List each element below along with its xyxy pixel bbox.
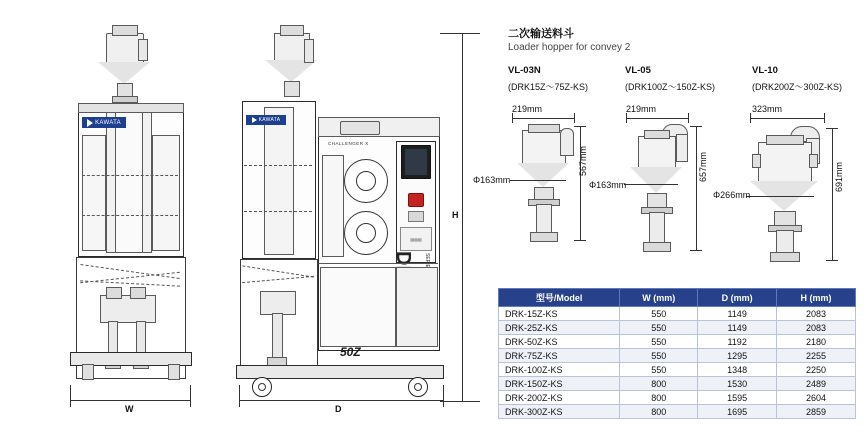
dim-d-tick-left bbox=[239, 385, 240, 407]
cell-model: DRK-150Z-KS bbox=[499, 377, 620, 391]
spec-table bbox=[498, 288, 856, 419]
cell-model: DRK-200Z-KS bbox=[499, 391, 620, 405]
section-title-cn: 二次输送料斗 bbox=[508, 28, 574, 40]
cell-h: 2489 bbox=[777, 377, 856, 391]
cabinet-divider-2 bbox=[82, 215, 178, 216]
cell-d: 1695 bbox=[698, 405, 777, 419]
machine-side-view bbox=[232, 25, 442, 415]
th-w: W (mm) bbox=[620, 289, 698, 307]
cell-w: 550 bbox=[620, 335, 698, 349]
loader-2-width-label: 219mm bbox=[626, 104, 657, 114]
cabinet-lower-left bbox=[320, 267, 396, 347]
cabinet-left-panel bbox=[82, 135, 106, 251]
loader-2-name: VL-05 bbox=[625, 65, 651, 76]
loader-3-diameter-label: Φ266mm bbox=[713, 190, 751, 200]
side-loader-pipe bbox=[304, 39, 314, 63]
loader-1-range: (DRK15Z～75Z-KS) bbox=[508, 82, 589, 92]
caster-left-hub bbox=[258, 383, 266, 391]
cell-h: 2859 bbox=[777, 405, 856, 419]
loader-2-diameter-label: Φ163mm bbox=[589, 180, 627, 190]
loader-3-width-line bbox=[750, 118, 824, 119]
table-row bbox=[499, 349, 856, 363]
loader-2-height-tick-b bbox=[690, 250, 702, 251]
model-badge-50z: 50Z bbox=[340, 345, 361, 359]
loader-2-dia-line bbox=[624, 184, 678, 185]
cell-w: 800 bbox=[620, 391, 698, 405]
hmi-screen-display bbox=[405, 149, 427, 175]
cell-model: DRK-75Z-KS bbox=[499, 349, 620, 363]
cell-w: 550 bbox=[620, 363, 698, 377]
caster-right-hub bbox=[414, 383, 422, 391]
blower-circle-inner-top bbox=[356, 171, 376, 191]
loader-2-height-line bbox=[696, 126, 697, 250]
th-d: D (mm) bbox=[698, 289, 777, 307]
cabinet-top-vent bbox=[340, 121, 380, 135]
th-model: 型号/Model bbox=[499, 289, 620, 307]
cabinet-right-panel bbox=[152, 135, 180, 251]
loader-2-width-tick-l bbox=[626, 113, 627, 123]
dim-h-tick-bottom bbox=[440, 401, 480, 402]
cell-d: 1530 bbox=[698, 377, 777, 391]
loader-3-range: (DRK200Z～300Z-KS) bbox=[752, 82, 843, 92]
loader-3-height-tick-t bbox=[826, 128, 838, 129]
loader-3-base bbox=[770, 252, 800, 262]
logo-triangle-icon-2 bbox=[252, 117, 257, 123]
table-row bbox=[499, 335, 856, 349]
cell-h: 2083 bbox=[777, 307, 856, 321]
emergency-stop-button[interactable] bbox=[408, 193, 424, 207]
loader-2-width-tick-r bbox=[688, 113, 689, 123]
loader-1-height-line bbox=[580, 126, 581, 240]
loader-1-dia-line bbox=[510, 180, 566, 181]
side-hopper-inner bbox=[264, 107, 294, 255]
loader-1-width-line bbox=[512, 118, 574, 119]
table-row bbox=[499, 363, 856, 377]
loader-2-width-line bbox=[626, 118, 688, 119]
cell-w: 800 bbox=[620, 377, 698, 391]
section-title-en: Loader hopper for convey 2 bbox=[508, 42, 631, 53]
loader-1-name: VL-03N bbox=[508, 65, 541, 76]
cell-d: 1595 bbox=[698, 391, 777, 405]
dim-d-tick-right bbox=[443, 385, 444, 407]
brand-logo-text-2: KAWATA bbox=[258, 117, 281, 123]
loader-3-dia-line bbox=[746, 196, 814, 197]
cabinet-top-rail bbox=[78, 103, 184, 113]
side-loader-cone bbox=[265, 60, 317, 82]
internal-duct bbox=[322, 155, 344, 257]
dim-w-tick-right bbox=[190, 385, 191, 407]
cell-h: 2604 bbox=[777, 391, 856, 405]
loader-2-cone bbox=[630, 167, 682, 193]
loader-3-height-line bbox=[832, 128, 833, 260]
cabinet-seam-1 bbox=[318, 263, 438, 264]
side-cabinet-divider-1 bbox=[244, 165, 312, 166]
loader-3-side-lug-right bbox=[809, 154, 818, 168]
loader-3-height-label: 691mm bbox=[834, 161, 844, 192]
cell-d: 1149 bbox=[698, 307, 777, 321]
table-row bbox=[499, 377, 856, 391]
loader-1-width-label: 219mm bbox=[512, 104, 543, 114]
table-row bbox=[499, 321, 856, 335]
loader-2-body bbox=[638, 136, 676, 170]
valve-body-2 bbox=[130, 287, 146, 299]
dim-w-tick-left bbox=[70, 385, 71, 407]
loader-1-diameter-label: Φ163mm bbox=[473, 175, 511, 185]
logo-triangle-icon bbox=[87, 119, 93, 127]
cell-model: DRK-50Z-KS bbox=[499, 335, 620, 349]
dim-w-label: W bbox=[125, 404, 134, 414]
panel-label-text: ▤▤▤ bbox=[410, 236, 422, 242]
cell-model: DRK-15Z-KS bbox=[499, 307, 620, 321]
loader-2-base bbox=[643, 242, 671, 252]
dim-d-line bbox=[239, 400, 443, 401]
hmi-screen[interactable] bbox=[401, 145, 431, 179]
loader-3-height-tick-b bbox=[826, 260, 838, 261]
valve-body-1 bbox=[106, 287, 122, 299]
loader-3-lid bbox=[766, 135, 804, 145]
side-loader-cap bbox=[280, 25, 304, 36]
loader-3-tube bbox=[776, 230, 794, 254]
side-loader-neck bbox=[284, 81, 300, 97]
loader-2-height-label: 657mm bbox=[698, 151, 708, 182]
loader-3-body bbox=[758, 142, 812, 184]
cabinet-lower-right bbox=[396, 267, 438, 347]
loader-2-elbow-down bbox=[676, 134, 688, 162]
loader-1-cone bbox=[517, 163, 569, 187]
cell-model: DRK-100Z-KS bbox=[499, 363, 620, 377]
cell-h: 2083 bbox=[777, 321, 856, 335]
brand-logo-text: KAWATA bbox=[95, 119, 121, 126]
loader-3-side-lug-left bbox=[752, 154, 761, 168]
loader-1-width-tick-r bbox=[574, 113, 575, 123]
side-valve-cluster bbox=[260, 291, 296, 315]
cell-model: DRK-25Z-KS bbox=[499, 321, 620, 335]
loader-1-height-tick-t bbox=[574, 126, 586, 127]
loader-1-drawing bbox=[508, 110, 588, 260]
loader-1-width-tick-l bbox=[512, 113, 513, 123]
loader-top-pipe bbox=[138, 39, 148, 61]
loader-3-width-tick-l bbox=[750, 113, 751, 123]
loader-1-base bbox=[530, 232, 558, 242]
cell-d: 1192 bbox=[698, 335, 777, 349]
hopper-inner-column-2 bbox=[115, 109, 143, 253]
cell-w: 550 bbox=[620, 349, 698, 363]
loader-2-drawing bbox=[622, 110, 708, 270]
cabinet-divider-1 bbox=[82, 175, 178, 176]
loader-2-lid bbox=[644, 130, 670, 139]
side-machine-base bbox=[236, 365, 444, 379]
loader-1-height-tick-b bbox=[574, 240, 586, 241]
side-pipe-down bbox=[272, 313, 283, 359]
dim-h-tick-top bbox=[440, 33, 480, 34]
loader-top-cone bbox=[98, 62, 150, 84]
cell-w: 800 bbox=[620, 405, 698, 419]
loader-3-width-label: 323mm bbox=[752, 104, 783, 114]
power-switch[interactable] bbox=[408, 211, 424, 222]
machine-front-view bbox=[60, 25, 200, 415]
table-row bbox=[499, 405, 856, 419]
dim-h-line bbox=[462, 33, 463, 401]
dim-w-line bbox=[70, 400, 190, 401]
blower-circle-inner-bottom bbox=[356, 223, 376, 243]
table-header-row bbox=[499, 289, 856, 307]
loader-1-height-label: 567mm bbox=[578, 145, 588, 176]
cell-d: 1149 bbox=[698, 321, 777, 335]
brand-logo-left bbox=[82, 117, 126, 128]
loader-1-tube bbox=[536, 204, 552, 234]
table-row bbox=[499, 307, 856, 321]
th-h: H (mm) bbox=[777, 289, 856, 307]
cell-h: 2250 bbox=[777, 363, 856, 377]
loader-1-elbow bbox=[560, 128, 574, 156]
loader-1-lid bbox=[528, 124, 560, 133]
cell-w: 550 bbox=[620, 321, 698, 335]
loader-3-drawing bbox=[744, 110, 844, 275]
loader-3-width-tick-r bbox=[824, 113, 825, 123]
side-cabinet-divider-2 bbox=[244, 211, 312, 212]
loader-top-cap bbox=[112, 25, 138, 36]
dim-h-label: H bbox=[452, 210, 459, 220]
brand-logo-right bbox=[246, 115, 286, 125]
cell-model: DRK-300Z-KS bbox=[499, 405, 620, 419]
panel-label-strip bbox=[400, 227, 432, 251]
cell-h: 2180 bbox=[777, 335, 856, 349]
challenger-label: CHALLENGER X bbox=[328, 141, 369, 146]
cell-h: 2255 bbox=[777, 349, 856, 363]
valve-cluster bbox=[100, 295, 156, 323]
loader-2-height-tick-t bbox=[690, 126, 702, 127]
table-row bbox=[499, 391, 856, 405]
base-foot-left bbox=[82, 364, 94, 380]
base-foot-right bbox=[168, 364, 180, 380]
loader-top-flange bbox=[112, 96, 138, 103]
loader-3-name: VL-10 bbox=[752, 65, 778, 76]
loader-2-range: (DRK100Z～150Z-KS) bbox=[625, 82, 716, 92]
loader-2-tube bbox=[649, 212, 665, 244]
cell-d: 1295 bbox=[698, 349, 777, 363]
cell-d: 1348 bbox=[698, 363, 777, 377]
dim-d-label: D bbox=[335, 404, 342, 414]
cell-w: 550 bbox=[620, 307, 698, 321]
